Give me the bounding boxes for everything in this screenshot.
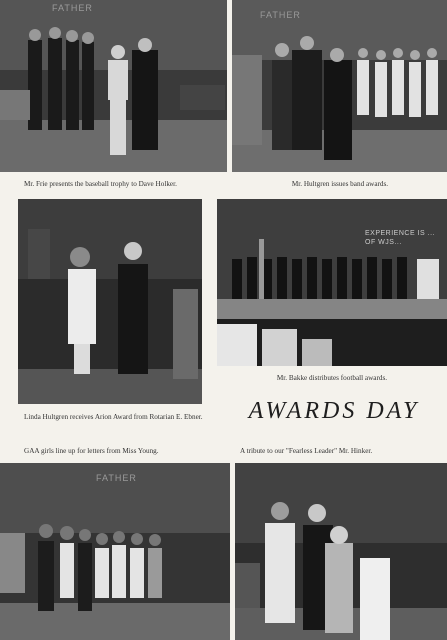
- caption-gaa-letters: GAA girls line up for letters from Miss Young.: [24, 447, 159, 455]
- caption-arion-award: Linda Hultgren receives Arion Award from Rotarian E. Ebner.: [24, 413, 203, 421]
- caption-band-awards: Mr. Hultgren issues band awards.: [291, 180, 389, 188]
- page-title: AWARDS DAY: [248, 398, 420, 424]
- photo-sign: EXPERIENCE IS ... OF WJS...: [365, 230, 435, 246]
- caption-baseball-trophy: Mr. Frie presents the baseball trophy to Dave Holker.: [24, 180, 177, 188]
- photo-arion-award: [18, 199, 202, 404]
- caption-fearless-leader: A tribute to our "Fearless Leader" Mr. Hinker.: [240, 447, 373, 455]
- caption-football-awards: Mr. Bakke distributes football awards.: [276, 374, 388, 382]
- photo-football-awards: [217, 199, 447, 366]
- photo-sign: FATHER: [96, 473, 137, 483]
- photo-band-awards: [232, 0, 447, 172]
- photo-sign: FATHER: [260, 10, 301, 20]
- photo-fearless-leader: [235, 463, 447, 640]
- photo-sign: FATHER: [52, 3, 93, 13]
- photo-baseball-trophy: [0, 0, 227, 172]
- photo-gaa-letters: [0, 463, 230, 640]
